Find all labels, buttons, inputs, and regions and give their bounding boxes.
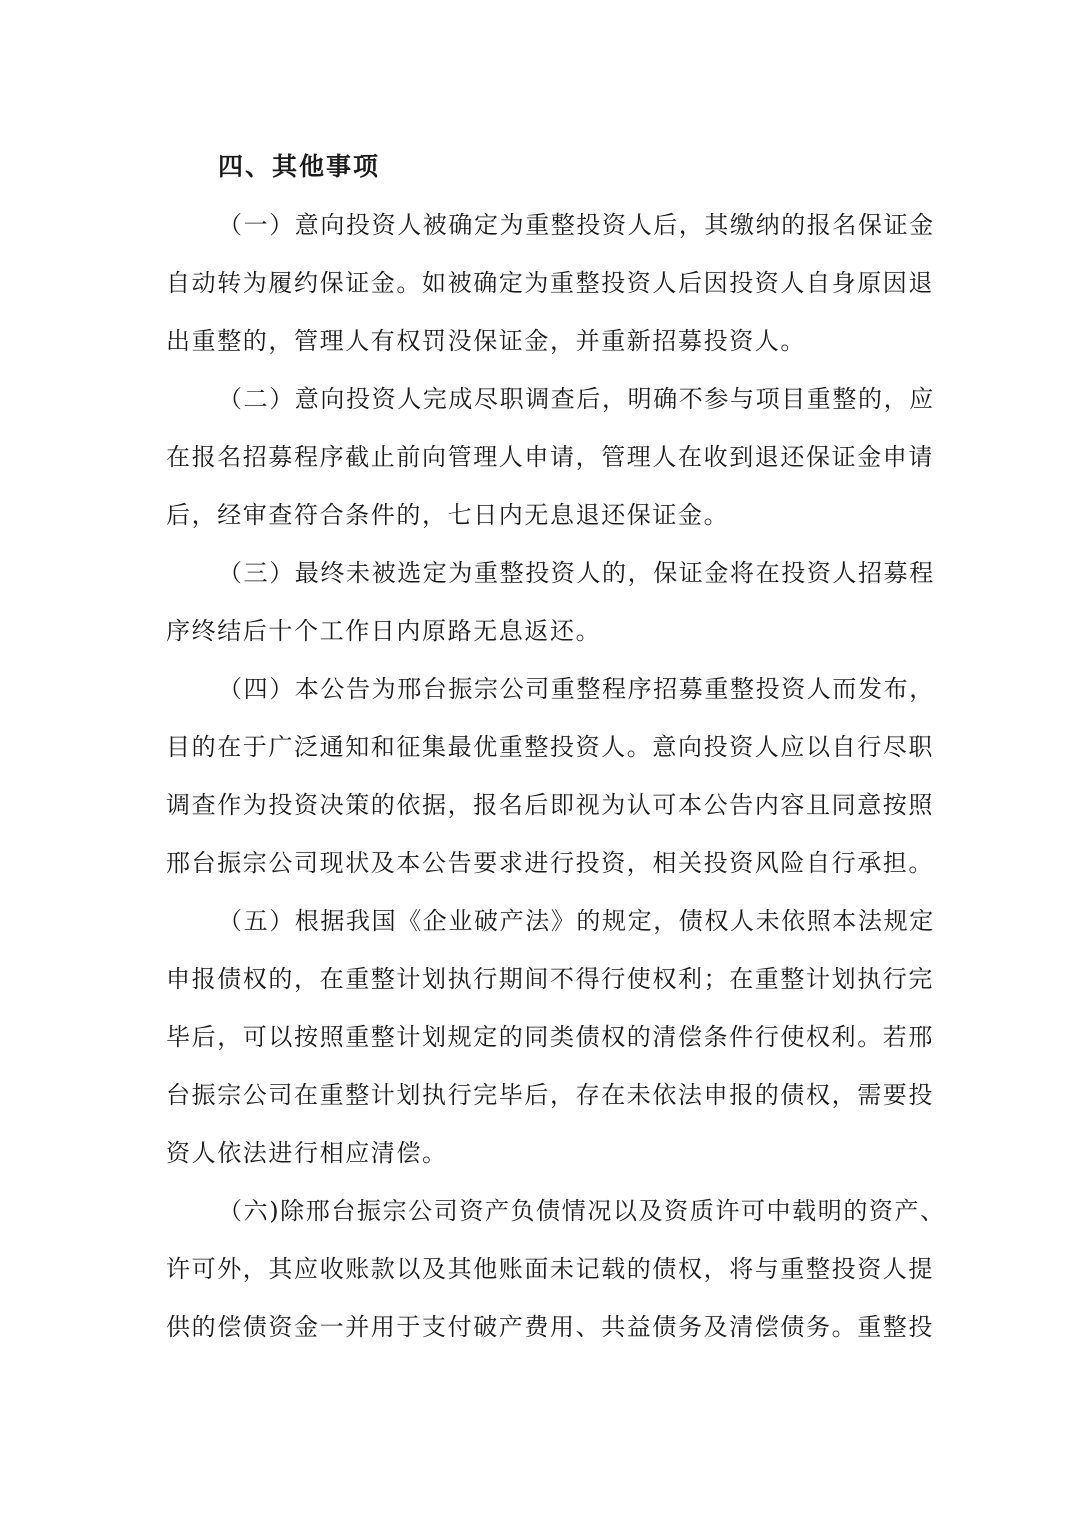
- paragraph-1: [166, 196, 935, 370]
- paragraph-line: 邢台振宗公司现状及本公告要求进行投资，相关投资风险自行承担。: [166, 849, 934, 877]
- paragraph-line: 毕后，可以按照重整计划规定的同类债权的清偿条件行使权利。若邢: [166, 1023, 934, 1051]
- paragraph-line: 供的偿债资金一并用于支付破产费用、共益债务及清偿债务。重整投: [166, 1313, 934, 1341]
- paragraph-4: [166, 660, 935, 892]
- paragraph-line: 目的在于广泛通知和征集最优重整投资人。意向投资人应以自行尽职: [166, 733, 934, 761]
- paragraph-line: 出重整的，管理人有权罚没保证金，并重新招募投资人。: [166, 327, 806, 355]
- paragraph-line: 后，经审查符合条件的，七日内无息退还保证金。: [166, 501, 730, 529]
- paragraph-line: （二）意向投资人完成尽职调查后，明确不参与项目重整的，应: [218, 385, 935, 413]
- paragraph-line: 在报名招募程序截止前向管理人申请，管理人在收到退还保证金申请: [166, 443, 934, 471]
- document-body: [166, 138, 946, 1356]
- paragraph-line: （五）根据我国《企业破产法》的规定，债权人未依照本法规定: [218, 907, 935, 935]
- paragraph-line: （三）最终未被选定为重整投资人的，保证金将在投资人招募程: [218, 559, 935, 587]
- paragraph-line: （一）意向投资人被确定为重整投资人后，其缴纳的报名保证金: [218, 211, 935, 239]
- paragraph-line: 台振宗公司在重整计划执行完毕后，存在未依法申报的债权，需要投: [166, 1081, 934, 1109]
- paragraph-2: [166, 370, 935, 544]
- paragraph-line: 资人依法进行相应清偿。: [166, 1139, 448, 1167]
- paragraph-6: [166, 1182, 946, 1356]
- paragraph-line: （四）本公告为邢台振宗公司重整程序招募重整投资人而发布，: [218, 675, 935, 703]
- paragraph-line: 许可外，其应收账款以及其他账面未记载的债权，将与重整投资人提: [166, 1255, 934, 1283]
- paragraph-3: [166, 544, 935, 660]
- paragraph-line: 调查作为投资决策的依据，报名后即视为认可本公告内容且同意按照: [166, 791, 934, 819]
- paragraph-line: 序终结后十个工作日内原路无息返还。: [166, 617, 602, 645]
- paragraph-line: 申报债权的，在重整计划执行期间不得行使权利；在重整计划执行完: [166, 965, 934, 993]
- paragraph-line: （六)除邢台振宗公司资产负债情况以及资质许可中载明的资产、: [218, 1197, 946, 1225]
- section-heading: 四、其他事项: [218, 152, 381, 181]
- paragraph-line: 自动转为履约保证金。如被确定为重整投资人后因投资人自身原因退: [166, 269, 934, 297]
- paragraph-5: [166, 892, 935, 1182]
